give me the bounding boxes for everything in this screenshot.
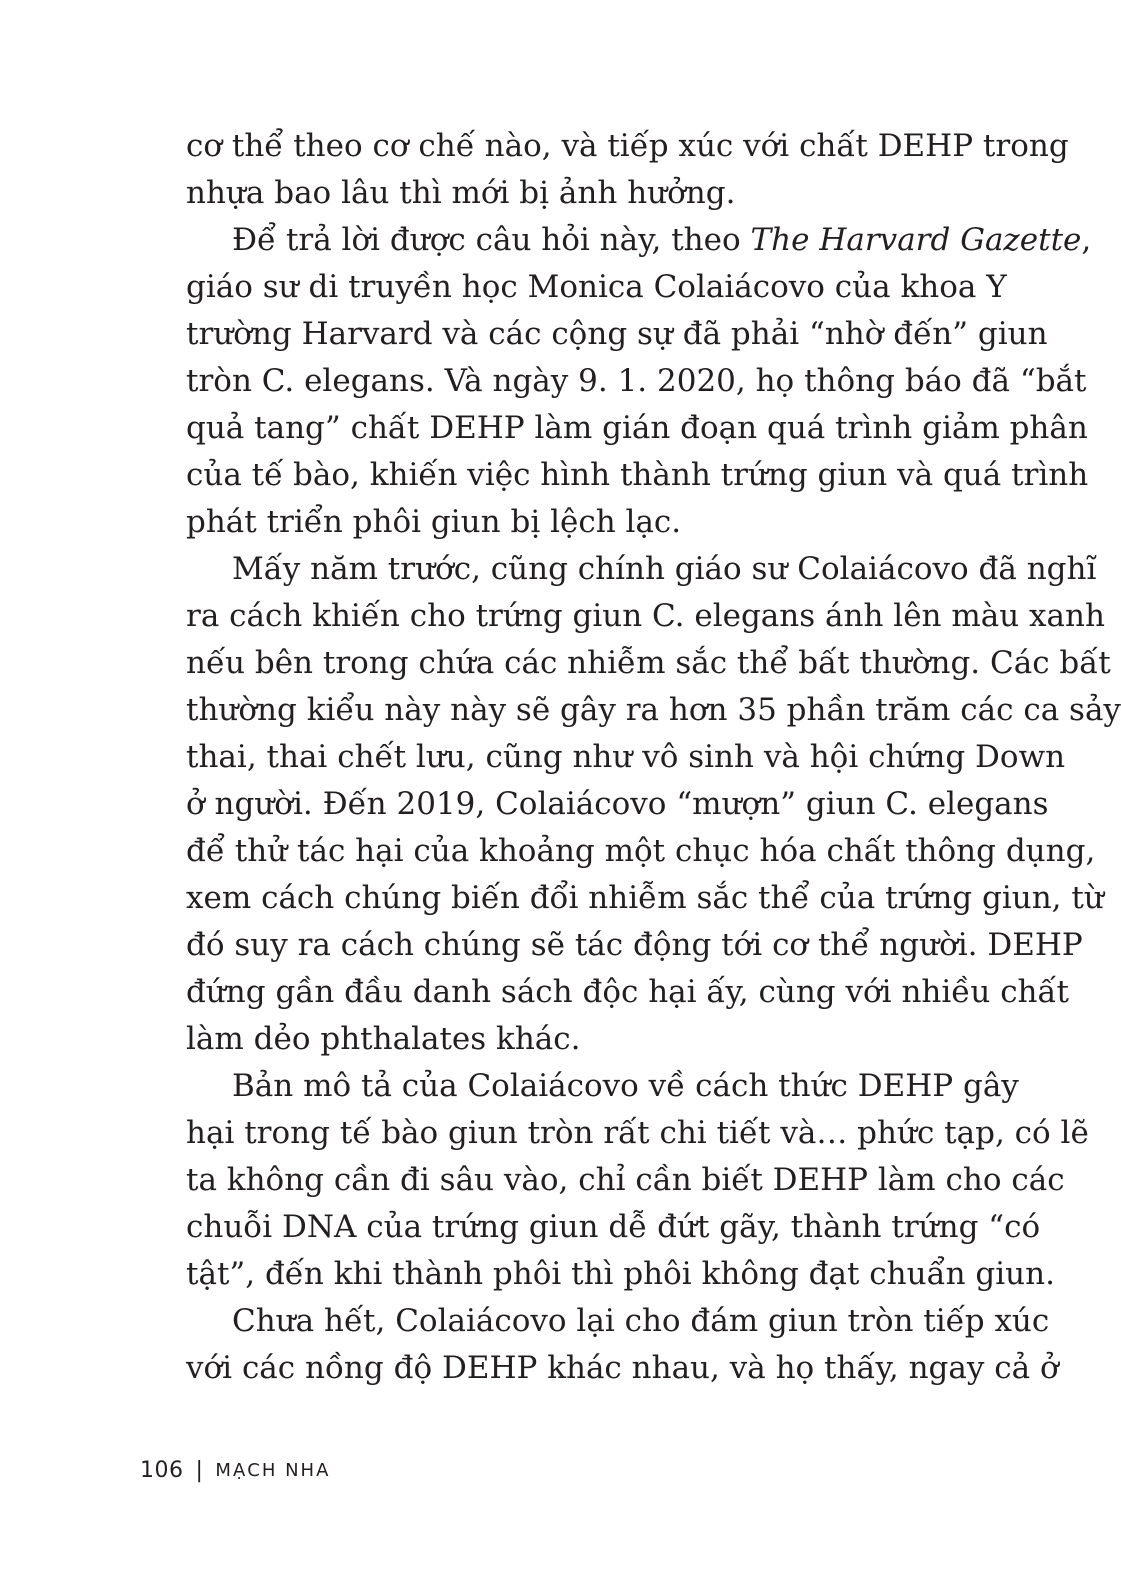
text-line: chuỗi DNA của trứng giun dễ đứt gãy, thành trứng “có (186, 1209, 1041, 1245)
paragraph-2 (140, 217, 1092, 546)
page-footer (140, 1458, 330, 1483)
text-line: hại trong tế bào giun tròn rất chi tiết và… phức tạp, có lẽ (186, 1115, 1089, 1151)
text-line: nếu bên trong chứa các nhiễm sắc thể bất thường. Các bất (186, 645, 1111, 681)
text-line: thường kiểu này này sẽ gây ra hơn 35 phần trăm các ca sảy (186, 692, 1121, 728)
text-line: tròn C. elegans. Và ngày 9. 1. 2020, họ thông báo đã “bắt (186, 363, 1087, 399)
text-line: đó suy ra cách chúng sẽ tác động tới cơ thể người. DEHP (186, 927, 1083, 963)
text-line: xem cách chúng biến đổi nhiễm sắc thể của trứng giun, từ (186, 880, 1104, 916)
paragraph-5 (140, 1298, 1059, 1392)
text-line: ta không cần đi sâu vào, chỉ cần biết DEHP làm cho các (186, 1162, 1065, 1198)
text-line: tật”, đến khi thành phôi thì phôi không đạt chuẩn giun. (186, 1256, 1055, 1292)
publication-title: The Harvard Gazette (750, 222, 1082, 258)
text-line: Mấy năm trước, cũng chính giáo sư Colaiácovo đã nghĩ (232, 551, 1097, 587)
paragraph-1 (140, 123, 1069, 217)
text-line: ra cách khiến cho trứng giun C. elegans ánh lên màu xanh (186, 598, 1105, 634)
text-line: đứng gần đầu danh sách độc hại ấy, cùng với nhiều chất (186, 974, 1069, 1010)
paragraph-4 (140, 1063, 1089, 1298)
text-line: trường Harvard và các cộng sự đã phải “nhờ đến” giun (186, 316, 1048, 352)
text-line: phát triển phôi giun bị lệch lạc. (186, 504, 682, 540)
text-line: của tế bào, khiến việc hình thành trứng giun và quá trình (186, 457, 1089, 493)
text-line: nhựa bao lâu thì mới bị ảnh hưởng. (186, 175, 736, 211)
text-line: quả tang” chất DEHP làm gián đoạn quá trình giảm phân (186, 410, 1088, 446)
body-text (140, 123, 1121, 1392)
text-line: Để trả lời được câu hỏi này, theo The Harvard Gazette, (232, 222, 1092, 258)
text-line: để thử tác hại của khoảng một chục hóa chất thông dụng, (186, 833, 1096, 869)
text-line: làm dẻo phthalates khác. (186, 1021, 581, 1057)
page-number: 106 (140, 1458, 184, 1483)
text-line: thai, thai chết lưu, cũng như vô sinh và hội chứng Down (186, 739, 1066, 775)
text-line: giáo sư di truyền học Monica Colaiácovo của khoa Y (186, 269, 1007, 305)
text-line: ở người. Đến 2019, Colaiácovo “mượn” giun C. elegans (186, 786, 1049, 822)
text-line: với các nồng độ DEHP khác nhau, và họ thấy, ngay cả ở (186, 1350, 1059, 1386)
text-line: Bản mô tả của Colaiácovo về cách thức DEHP gây (232, 1068, 1019, 1104)
book-title: MẠCH NHA (215, 1460, 331, 1481)
text-line: Chưa hết, Colaiácovo lại cho đám giun tròn tiếp xúc (232, 1303, 1050, 1339)
paragraph-3 (140, 546, 1121, 1063)
footer-separator: | (195, 1458, 204, 1483)
text-line: cơ thể theo cơ chế nào, và tiếp xúc với chất DEHP trong (186, 128, 1069, 164)
